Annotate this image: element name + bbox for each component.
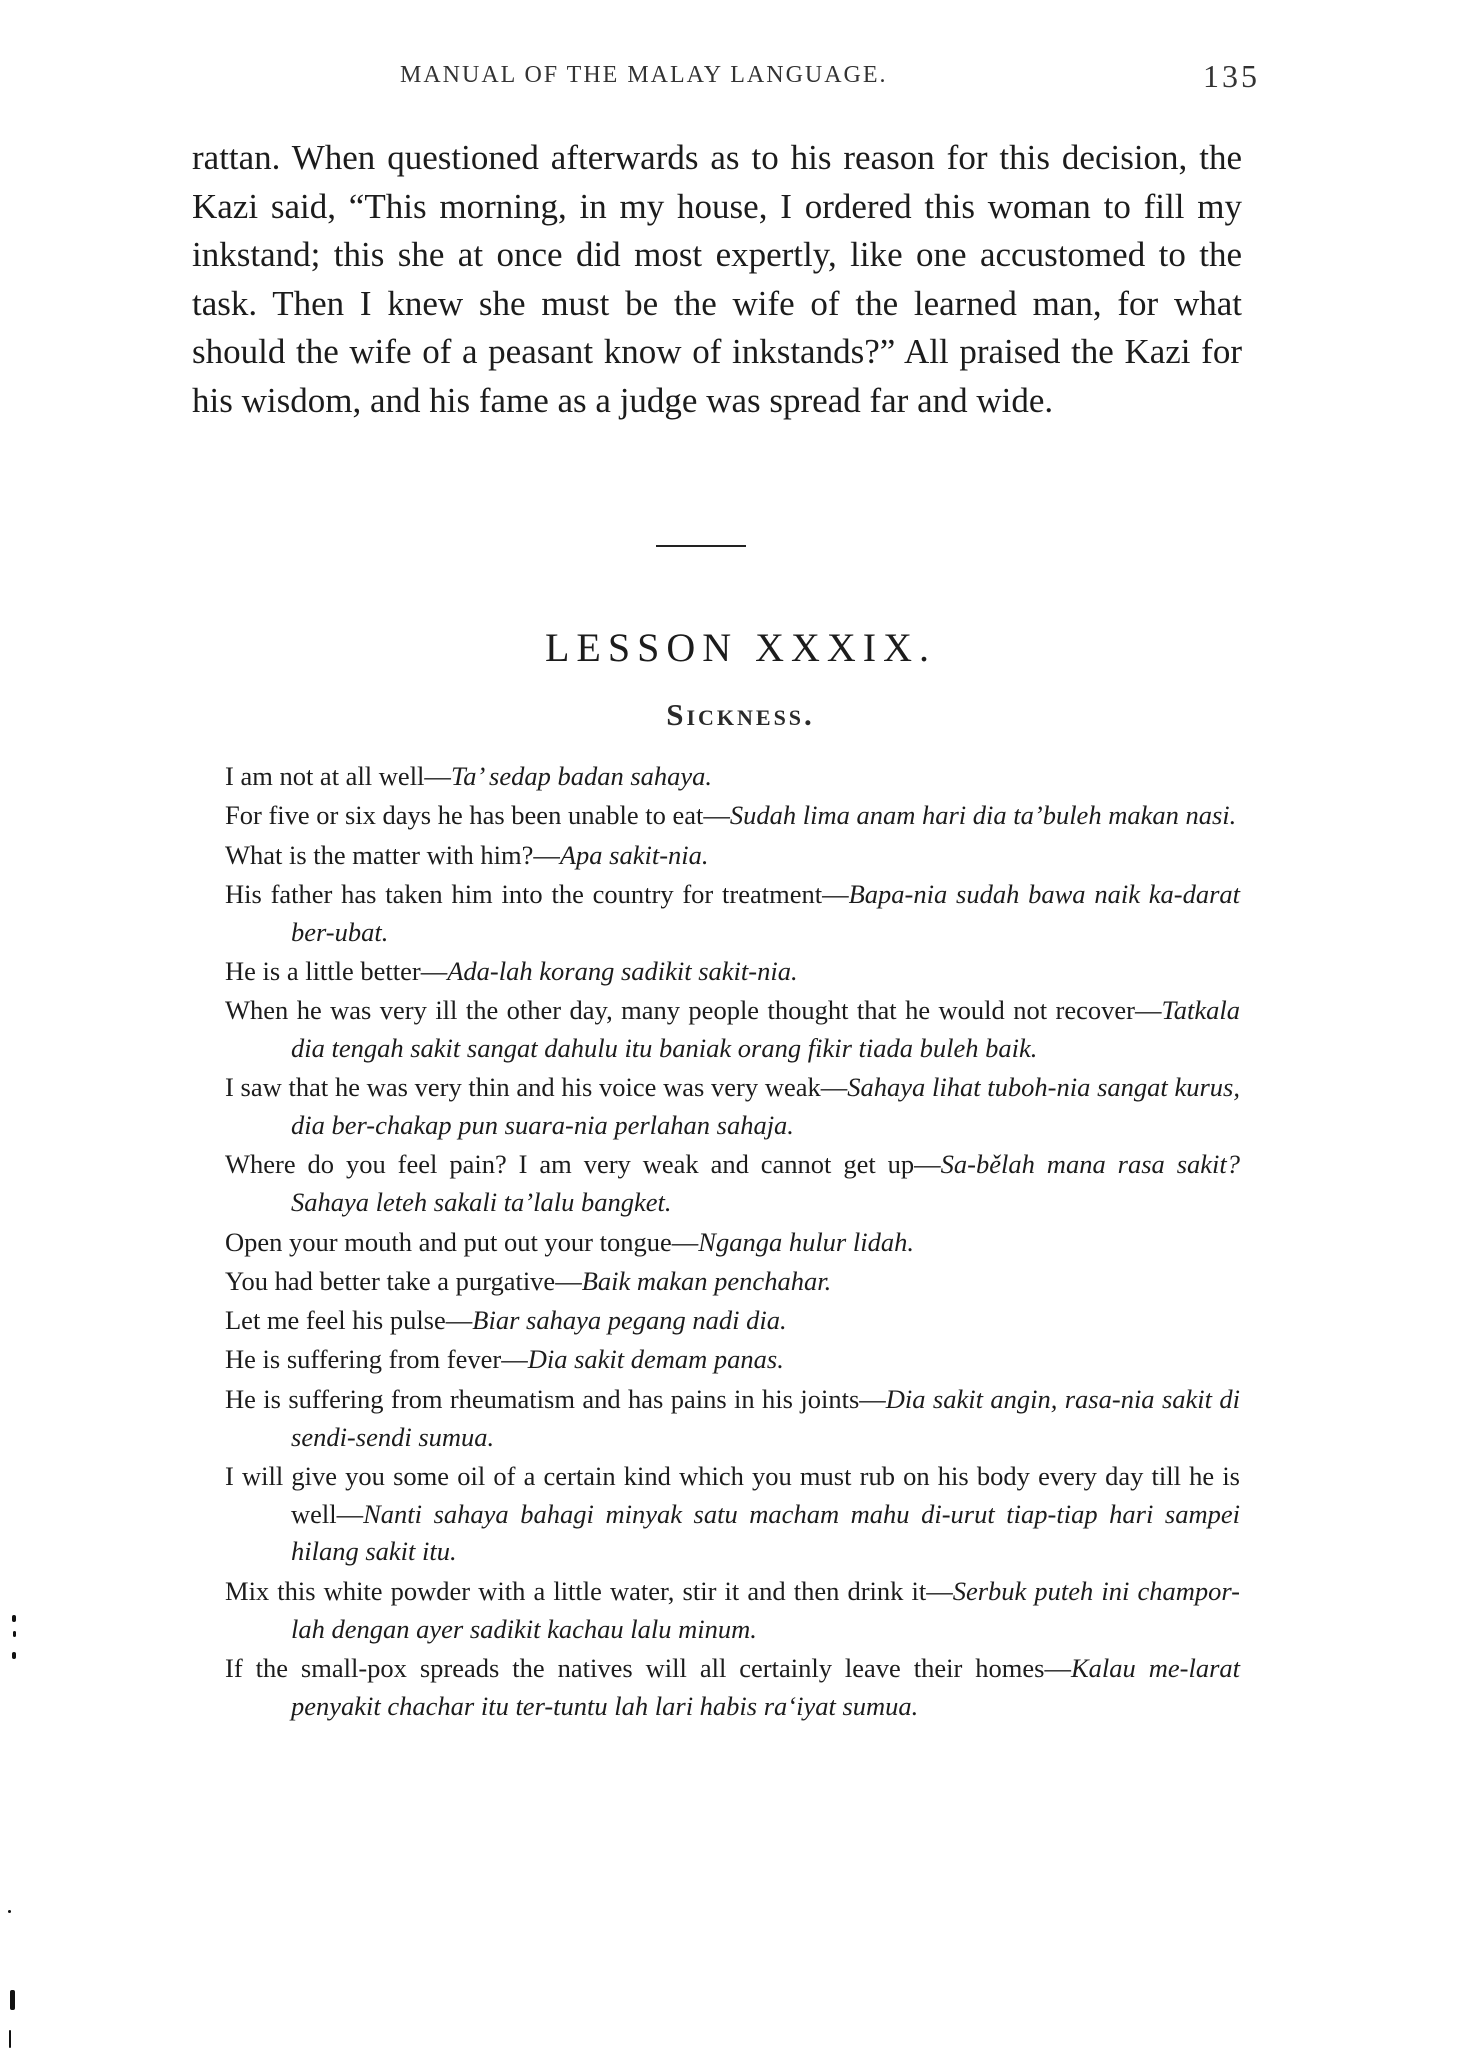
phrase-english: I saw that he was very thin and his voice was very weak— bbox=[225, 1072, 848, 1103]
scan-mark bbox=[9, 2030, 11, 2048]
phrase-malay: Baik makan penchahar. bbox=[581, 1265, 832, 1296]
phrase-item bbox=[225, 1224, 1240, 1262]
phrase-item bbox=[225, 1573, 1240, 1649]
phrase-malay: Sa-bělah mana rasa sakit? Sahaya leteh sakali ta’lalu bangket. bbox=[291, 1149, 1240, 1218]
phrase-malay: Nganga hulur lidah. bbox=[698, 1226, 914, 1257]
phrase-malay: Sahaya lihat tuboh-nia sangat kurus, dia ber-chakap pun suara-nia perlahan sahaja. bbox=[291, 1072, 1240, 1141]
phrase-list bbox=[225, 758, 1240, 1727]
intro-paragraph: rattan. When questioned afterwards as to his reason for this decision, the Kazi said, “This morning, in my house, I ordered this woman to fill my inkstand; this she at once did most expertly, like one accustomed to the task. Then I knew she must be the wife of the learned man, for what should the wife of a peasant know of inkstands?” All praised the Kazi for his wisdom, and his fame as a judge was spread far and wide. bbox=[192, 138, 1242, 420]
phrase-english: He is suffering from rheumatism and has pains in his joints— bbox=[225, 1383, 886, 1414]
phrase-english: He is a little better— bbox=[225, 955, 448, 986]
phrase-malay: Ta’ sedap badan sahaya. bbox=[450, 761, 713, 791]
phrase-english: He is suffering from fever— bbox=[225, 1344, 528, 1375]
phrase-english: Mix this white powder with a little water, stir it and then drink it— bbox=[225, 1575, 953, 1606]
phrase-item bbox=[225, 876, 1240, 952]
running-head-title: MANUAL OF THE MALAY LANGUAGE. bbox=[400, 62, 888, 88]
phrase-english: If the small-pox spreads the natives will all certainly leave their homes— bbox=[225, 1652, 1071, 1683]
scan-mark bbox=[12, 1652, 16, 1659]
phrase-item bbox=[225, 1458, 1240, 1571]
section-divider bbox=[656, 545, 746, 547]
phrase-english: When he was very ill the other day, many people thought that he would not recover— bbox=[225, 995, 1162, 1026]
phrase-english: Open your mouth and put out your tongue— bbox=[225, 1226, 699, 1257]
phrase-english: Where do you feel pain? I am very weak and cannot get up— bbox=[225, 1149, 941, 1180]
phrase-english: I am not at all well— bbox=[225, 761, 451, 791]
phrase-item bbox=[225, 758, 1240, 796]
phrase-english: For five or six days he has been unable to eat— bbox=[225, 800, 730, 831]
phrase-item bbox=[225, 837, 1240, 875]
phrase-english: You had better take a purgative— bbox=[225, 1265, 582, 1296]
phrase-english: What is the matter with him?— bbox=[225, 839, 560, 870]
phrase-item bbox=[225, 953, 1240, 991]
phrase-malay: Sudah lima anam hari dia ta’buleh makan nasi. bbox=[729, 800, 1237, 831]
phrase-item bbox=[225, 1341, 1240, 1379]
phrase-english: His father has taken him into the country for treatment— bbox=[225, 878, 849, 909]
scan-mark bbox=[8, 1910, 11, 1913]
scan-mark bbox=[13, 1631, 16, 1637]
phrase-malay: Bapa-nia sudah bawa naik ka-darat ber-ubat. bbox=[291, 878, 1240, 947]
phrase-malay: Apa sakit-nia. bbox=[559, 839, 709, 870]
phrase-item bbox=[225, 1146, 1240, 1222]
phrase-malay: Ada-lah korang sadikit sakit-nia. bbox=[447, 955, 798, 986]
phrase-item bbox=[225, 1381, 1240, 1457]
phrase-item bbox=[225, 1302, 1240, 1340]
phrase-english: I will give you some oil of a certain kind which you must rub on his body every day till he is well— bbox=[225, 1460, 1240, 1529]
lesson-subtitle: Sickness. bbox=[666, 697, 815, 732]
phrase-item bbox=[225, 992, 1240, 1068]
phrase-malay: Nanti sahaya bahagi minyak satu macham mahu di-urut tiap-tiap hari sampei hilang sakit itu. bbox=[291, 1498, 1240, 1567]
lesson-title: LESSON XXXIX. bbox=[545, 625, 936, 670]
phrase-item bbox=[225, 797, 1240, 835]
phrase-malay: Tatkala dia tengah sakit sangat dahulu itu baniak orang fikir tiada buleh baik. bbox=[291, 995, 1240, 1064]
phrase-malay: Serbuk puteh ini champor-lah dengan ayer sadikit kachau lalu minum. bbox=[291, 1575, 1241, 1644]
phrase-item bbox=[225, 1650, 1240, 1726]
phrase-english: Let me feel his pulse— bbox=[225, 1305, 473, 1336]
phrase-malay: Dia sakit demam panas. bbox=[527, 1344, 784, 1375]
phrase-malay: Dia sakit angin, rasa-nia sakit di sendi-sendi sumua. bbox=[291, 1383, 1241, 1452]
phrase-malay: Biar sahaya pegang nadi dia. bbox=[472, 1305, 787, 1336]
phrase-malay: Kalau me-larat penyakit chachar itu ter-tuntu lah lari habis ra‘iyat sumua. bbox=[291, 1652, 1240, 1721]
phrase-item bbox=[225, 1263, 1240, 1301]
page-number: 135 bbox=[1203, 58, 1260, 94]
phrase-item bbox=[225, 1069, 1240, 1145]
scan-mark bbox=[10, 1990, 15, 2010]
scan-mark bbox=[12, 1615, 16, 1622]
